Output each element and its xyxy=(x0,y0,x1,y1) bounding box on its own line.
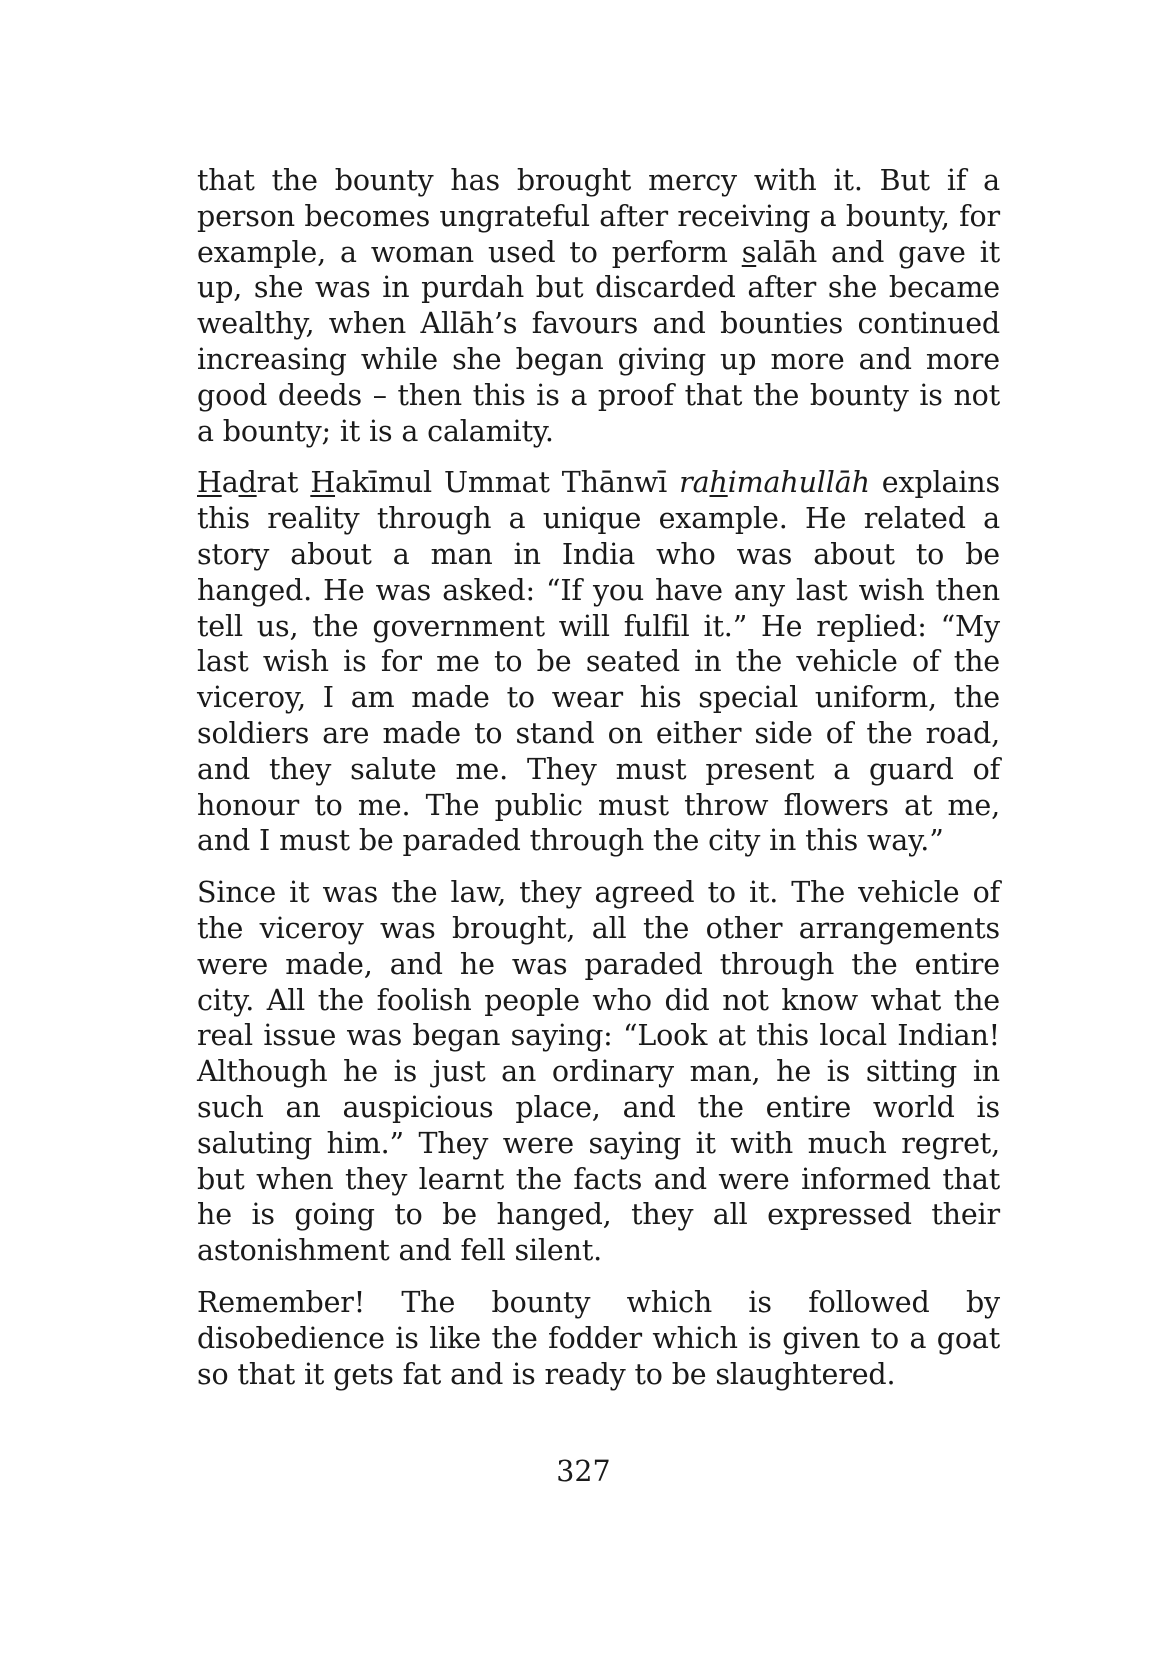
text-segment: imahullāh xyxy=(727,466,870,500)
text-segment: that the bounty has brought mercy with it. But if a person becomes ungrateful after receiving a bounty, for example, a woman used to perform xyxy=(197,164,1000,269)
paragraph-1 xyxy=(197,163,1000,449)
paragraph-3 xyxy=(197,875,1000,1269)
text-segment: H xyxy=(310,466,336,500)
body-text xyxy=(197,163,1000,1392)
text-segment: a xyxy=(221,466,239,500)
text-segment: h xyxy=(709,466,728,500)
text-segment: H xyxy=(197,466,222,500)
text-segment: Since it was the law, they agreed to it. The vehicle of the viceroy was brought, all the other arrangements were made, and he was paraded through the entire city. All the foolish people who did not know what the real issue was began saying: “Look at this local Indian! Although he is just an ordinary man, he is sitting in such an auspicious place, and the entire world is saluting him.” They were saying it with much regret, but when they learnt the facts and were informed that he is going to be hanged, they all expressed their astonishment and fell silent. xyxy=(197,876,1000,1268)
text-segment: explains this reality through a unique example. He related a story about a man in India who was about to be hanged. He was asked: “If you have any last wish then tell us, the government will fulfil it.” He replied: “My last wish is for me to be seated in the vehicle of the viceroy, I am made to wear his special uniform, the soldiers are made to stand on either side of the road, and they salute me. They must present a guard of honour to me. The public must throw flowers at me, and I must be paraded through the city in this way.” xyxy=(197,466,1000,858)
text-segment: ra xyxy=(679,466,710,500)
text-segment: Remember! The bounty which is followed by disobedience is like the fodder which is given to a goat so that it gets fat and is ready to be slaughtered. xyxy=(197,1285,1000,1391)
page-number: 327 xyxy=(556,1455,611,1488)
text-segment: d xyxy=(238,466,257,500)
paragraph-2 xyxy=(197,465,1000,859)
text-segment: rat xyxy=(256,466,311,500)
paragraph-4 xyxy=(197,1285,1000,1392)
text-segment: akīmul Ummat Thānwī xyxy=(335,466,680,500)
text-segment: s xyxy=(741,235,757,269)
text-segment: alāh and gave it up, she was in purdah but discarded after she became wealthy, when Allāh’s favours and bounties continued increasing while she began giving up more and more good deeds – then this is a proof that the bounty is not a bounty; it is a calamity. xyxy=(197,235,1000,448)
